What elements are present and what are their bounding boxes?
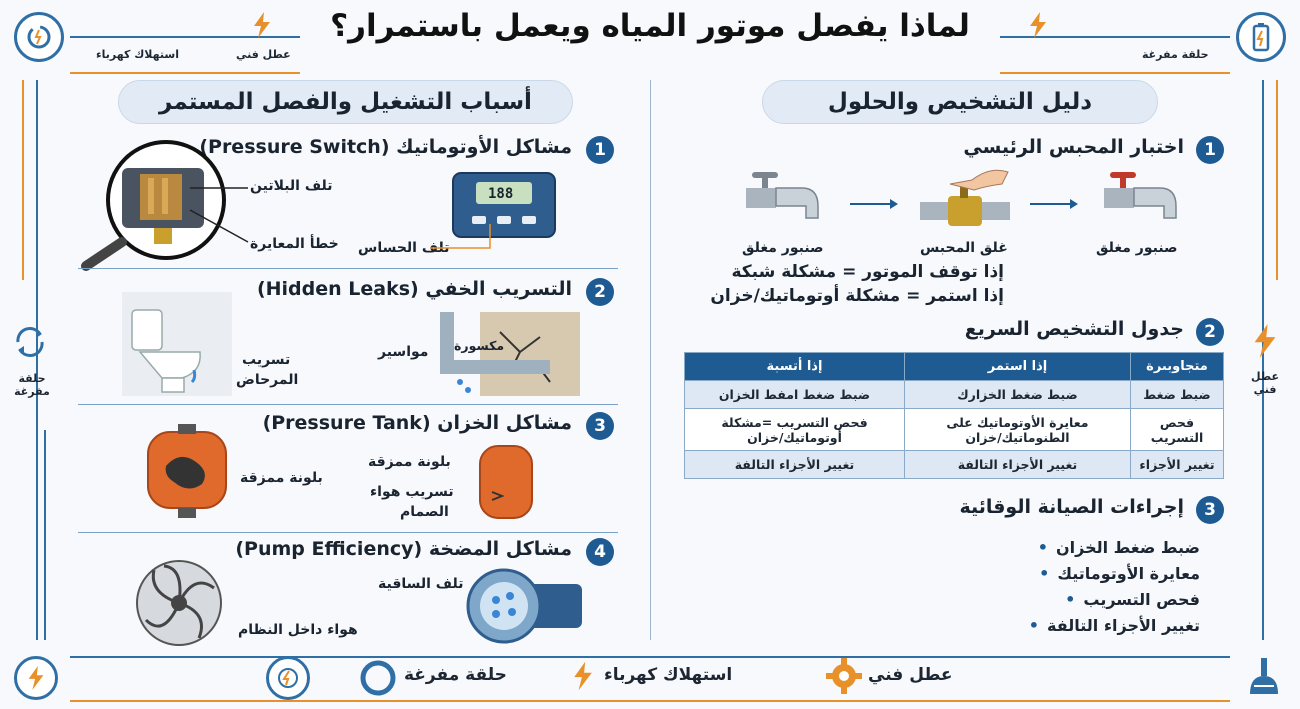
frame-top-left-accent — [70, 72, 300, 74]
pointer-lines — [190, 180, 250, 250]
impeller-icon — [134, 558, 224, 652]
table-cell: فحص التسريب =مشكلة أوتوماتيك/خزان — [685, 409, 905, 451]
result-line-1: إذا توقف الموتور = مشكلة شبكة — [731, 262, 1004, 282]
result-line-2: إذا استمر = مشكلة أوتوماتيك/خزان — [710, 286, 1004, 306]
table-cell: تغيير الأجزاء التالفة — [685, 451, 905, 479]
cycle-arrows-icon — [12, 324, 48, 364]
plunger-icon — [1244, 658, 1284, 702]
ring-icon — [358, 658, 398, 702]
frame-left-2 — [44, 430, 46, 640]
frame-right-accent — [1276, 80, 1278, 280]
table-row — [685, 381, 1224, 409]
pump-icon — [466, 566, 588, 654]
right-heading: دليل التشخيص والحلول — [762, 80, 1158, 124]
valve-hand-icon — [920, 166, 1010, 234]
table-row — [685, 451, 1224, 479]
section-title: التسريب الخفي (Hidden Leaks) — [256, 278, 572, 300]
label-sensor: تلف الحساس — [358, 240, 450, 256]
step-number: 2 — [1196, 318, 1224, 346]
battery-icon — [1236, 12, 1286, 62]
table-cell: تغيير الأجزاء التالفة — [904, 451, 1130, 479]
sensor-display-value: 188 — [488, 186, 514, 202]
page-title: لماذا يفصل موتور المياه ويعمل باستمرار؟ — [330, 8, 970, 44]
label-platinum: تلف البلاتين — [250, 178, 333, 194]
list-item: ضبط ضغط الخزان • — [1038, 538, 1200, 557]
pressure-tank-icon — [144, 424, 230, 524]
table-cell: تغيير الأجزاء — [1130, 451, 1223, 479]
frame-left-accent — [22, 80, 24, 280]
table-cell: ضبط ضغط الخزارك — [904, 381, 1130, 409]
step-number: 4 — [586, 538, 614, 566]
section-separator — [78, 268, 618, 269]
table-cell: ضبط ضغط امفط الخزان — [685, 381, 905, 409]
step-number: 1 — [586, 136, 614, 164]
label-torn-bladder-2: بلونة ممزقة — [368, 454, 451, 470]
section-separator — [78, 404, 618, 405]
step-number: 3 — [1196, 496, 1224, 524]
label-calibration: خطأ المعايرة — [250, 236, 339, 252]
label-valve: الصمام — [400, 504, 449, 520]
list-item: تغيير الأجزاء التالفة • — [1029, 616, 1200, 635]
table-cell: ضبط ضغط — [1130, 381, 1223, 409]
bottom-label-fault: عطل فني — [868, 665, 953, 685]
right-mid-label: عطل فني — [1250, 370, 1280, 396]
step-number: 1 — [1196, 136, 1224, 164]
label-broken: مكسورة — [454, 338, 505, 353]
left-mid-label: حلقة مفرغة — [14, 372, 50, 398]
section-separator — [78, 532, 618, 533]
corner-label-power: استهلاك كهرباء — [96, 48, 179, 61]
label-impeller-damage: تلف الساقية — [378, 576, 464, 592]
frame-top-right-accent — [1000, 72, 1230, 74]
label-toilet-leak: تسريب — [242, 352, 291, 368]
corner-label-fault: عطل فني — [236, 48, 291, 61]
cycle-icon — [14, 12, 64, 62]
step-label: غلق المحبس — [920, 240, 1008, 256]
step-label: صنبور مغلق — [1096, 240, 1178, 256]
label-air-leak: تسريب هواء — [370, 484, 454, 500]
lightning-circle-icon — [14, 656, 58, 700]
diagnosis-table — [684, 352, 1224, 479]
center-divider — [650, 80, 651, 640]
section-title: مشاكل الأوتوماتيك (Pressure Switch) — [199, 136, 572, 158]
frame-bottom — [70, 656, 1230, 658]
small-tank-icon — [476, 442, 536, 526]
toilet-icon — [122, 292, 232, 400]
gear-icon — [826, 658, 862, 698]
pointer-line — [430, 224, 492, 250]
section-title: مشاكل الخزان (Pressure Tank) — [262, 412, 572, 434]
arrow-icon — [1030, 198, 1080, 210]
lightning-icon — [1252, 322, 1278, 364]
list-item: فحص التسريب • — [1065, 590, 1200, 609]
section-title: اختبار المحبس الرئيسي — [963, 136, 1184, 158]
lightning-icon — [1028, 12, 1048, 42]
section-title: جدول التشخيص السريع — [964, 318, 1184, 340]
step-number: 3 — [586, 412, 614, 440]
bottom-label-power: استهلاك كهرباء — [604, 665, 733, 685]
lightning-icon — [572, 658, 594, 698]
table-cell: معايرة الأوتوماتيك على الطنوماتيك/خزان — [904, 409, 1130, 451]
arrow-icon — [850, 198, 900, 210]
faucet-closed-icon — [1104, 172, 1180, 232]
left-heading: أسباب التشغيل والفصل المستمر — [118, 80, 573, 124]
lightning-icon — [252, 12, 272, 42]
label-toilet: المرحاض — [236, 372, 299, 388]
bottom-label-loop: حلقة مفرغة — [404, 665, 507, 685]
table-header: إذا استمر — [904, 353, 1130, 381]
step-number: 2 — [586, 278, 614, 306]
step-label: صنبور مغلق — [742, 240, 824, 256]
label-torn-bladder: بلونة ممزقة — [240, 470, 323, 486]
label-air-system: هواء داخل النظام — [238, 622, 358, 638]
corner-label-loop: حلقة مفرغة — [1142, 48, 1209, 61]
frame-bottom-accent — [70, 700, 1230, 702]
table-cell: فحص التسريب — [1130, 409, 1223, 451]
table-header: متجاوبىرة — [1130, 353, 1223, 381]
broken-pipe-icon — [440, 312, 580, 400]
table-row — [685, 409, 1224, 451]
list-item: معايرة الأوتوماتيك • — [1039, 564, 1200, 583]
section-title: إجراءات الصيانة الوقائية — [959, 496, 1184, 518]
gauge-icon — [266, 656, 310, 700]
table-header: إذا أتسبة — [685, 353, 905, 381]
section-title: مشاكل المضخة (Pump Efficiency) — [235, 538, 572, 560]
label-pipes: مواسير — [378, 344, 429, 360]
faucet-icon — [746, 172, 822, 232]
